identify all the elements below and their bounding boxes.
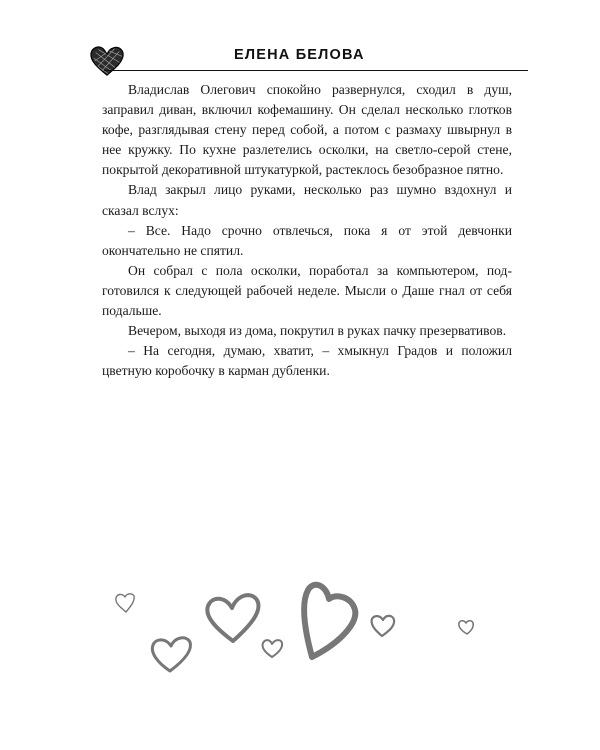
paragraph-3: – Все. Надо срочно отвлечься, пока я от этой девчонки окончательно не спятил. — [102, 222, 512, 258]
heart-outline-icon — [263, 640, 283, 657]
heart-outline-icon — [459, 621, 473, 634]
heart-scribble-icon — [88, 44, 126, 78]
paragraph-6: – На сегодня, думаю, хватит, – хмыкнул Градов и положил цветную коробочку в карман дубленки. — [102, 343, 512, 379]
page-header — [88, 44, 528, 74]
body-text — [102, 80, 512, 381]
running-head: ЕЛЕНА БЕЛОВА — [234, 47, 365, 63]
heart-outline-icon — [207, 595, 258, 641]
heart-outline-icon — [372, 616, 395, 636]
heart-outline-icon — [116, 594, 134, 612]
header-rule — [104, 70, 528, 71]
heart-outline-icon — [152, 638, 190, 671]
paragraph-2: Влад закрыл лицо руками, несколько раз шумно вздохнул и сказал вслух: — [102, 182, 512, 218]
paragraph-4: Он собрал с пола осколки, поработал за компьютером, подготовился к следующей рабочей неделе. Мысли о Даше гнал от себя подальше. — [102, 262, 512, 319]
heart-outline-icon — [304, 585, 355, 657]
hearts-decoration — [100, 565, 500, 695]
paragraph-1: Владислав Олегович спокойно развернулся, сходил в душ, заправил диван, включил кофемашину. Он сделал несколько глотков кофе, разглядывая стену перед собой, а потом с размаху швырнул в нее кружку. По кухне разлетелись осколки, на светло-серой стене, покрытой декоративной штукатуркой, растеклось безобразное пятно. — [102, 82, 512, 178]
paragraph-5: Вечером, выходя из дома, покрутил в руках пачку презервативов. — [128, 323, 507, 339]
